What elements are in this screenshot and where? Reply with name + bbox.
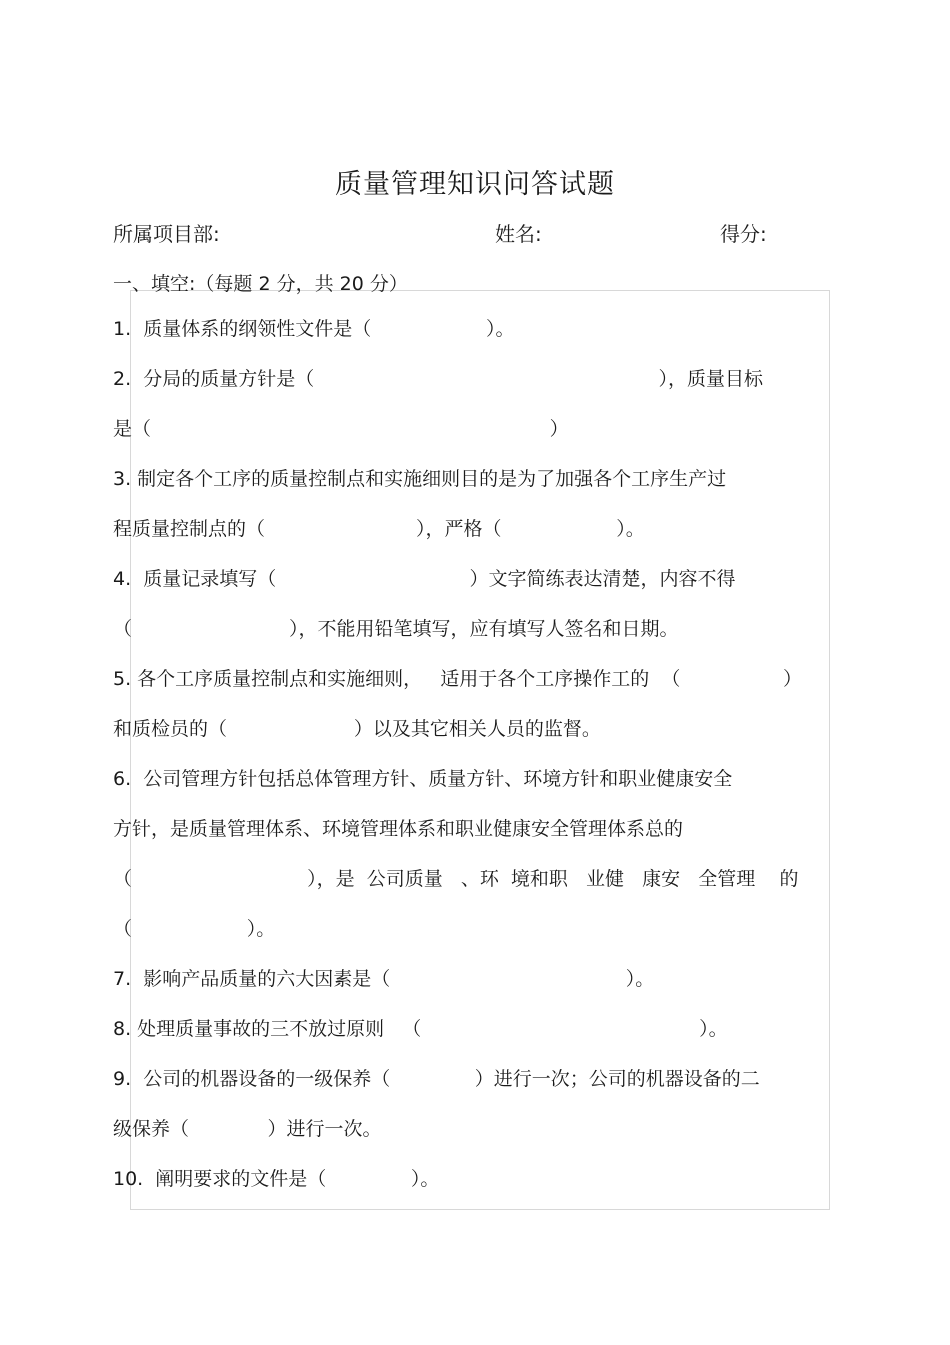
question-line: 是（ ）: [113, 418, 569, 440]
question-line: 方针，是质量管理体系、环境管理体系和职业健康安全管理体系总的: [113, 818, 684, 840]
question-line: 4. 质量记录填写（ ）文字简练表达清楚，内容不得: [113, 568, 736, 590]
score-label: 得分:: [720, 222, 767, 246]
question-line: 1. 质量体系的纲领性文件是（ ）。: [113, 318, 515, 340]
question-line: 级保养（ ）进行一次。: [113, 1118, 382, 1140]
question-line: 9. 公司的机器设备的一级保养（ ）进行一次；公司的机器设备的二: [113, 1068, 760, 1090]
question-line: 10. 阐明要求的文件是（ ）。: [113, 1168, 440, 1190]
question-line: 5. 各个工序质量控制点和实施细则， 适用于各个工序操作工的 （ ）: [113, 668, 803, 690]
document-title: 质量管理知识问答试题: [335, 169, 615, 200]
question-line: 程质量控制点的（ ），严格（ ）。: [113, 518, 645, 540]
question-line: 2. 分局的质量方针是（ ），质量目标: [113, 368, 763, 390]
question-line: 8. 处理质量事故的三不放过原则 （ ）。: [113, 1018, 728, 1040]
project-department-label: 所属项目部:: [113, 222, 220, 246]
question-line: 7. 影响产品质量的六大因素是（ ）。: [113, 968, 655, 990]
question-line: 和质检员的（ ）以及其它相关人员的监督。: [113, 718, 601, 740]
question-line: （ ）。: [113, 918, 276, 940]
question-line: （ ），不能用铅笔填写，应有填写人签名和日期。: [113, 618, 679, 640]
section-heading: 一、填空:（每题 2 分，共 20 分）: [113, 273, 408, 295]
question-line: 6. 公司管理方针包括总体管理方针、质量方针、环境方针和职业健康安全: [113, 768, 733, 790]
question-line: （ ），是 公司质量 、环 境和职 业健 康安 全管理 的: [113, 868, 799, 890]
name-label: 姓名:: [495, 222, 542, 246]
question-line: 3. 制定各个工序的质量控制点和实施细则目的是为了加强各个工序生产过: [113, 468, 727, 490]
